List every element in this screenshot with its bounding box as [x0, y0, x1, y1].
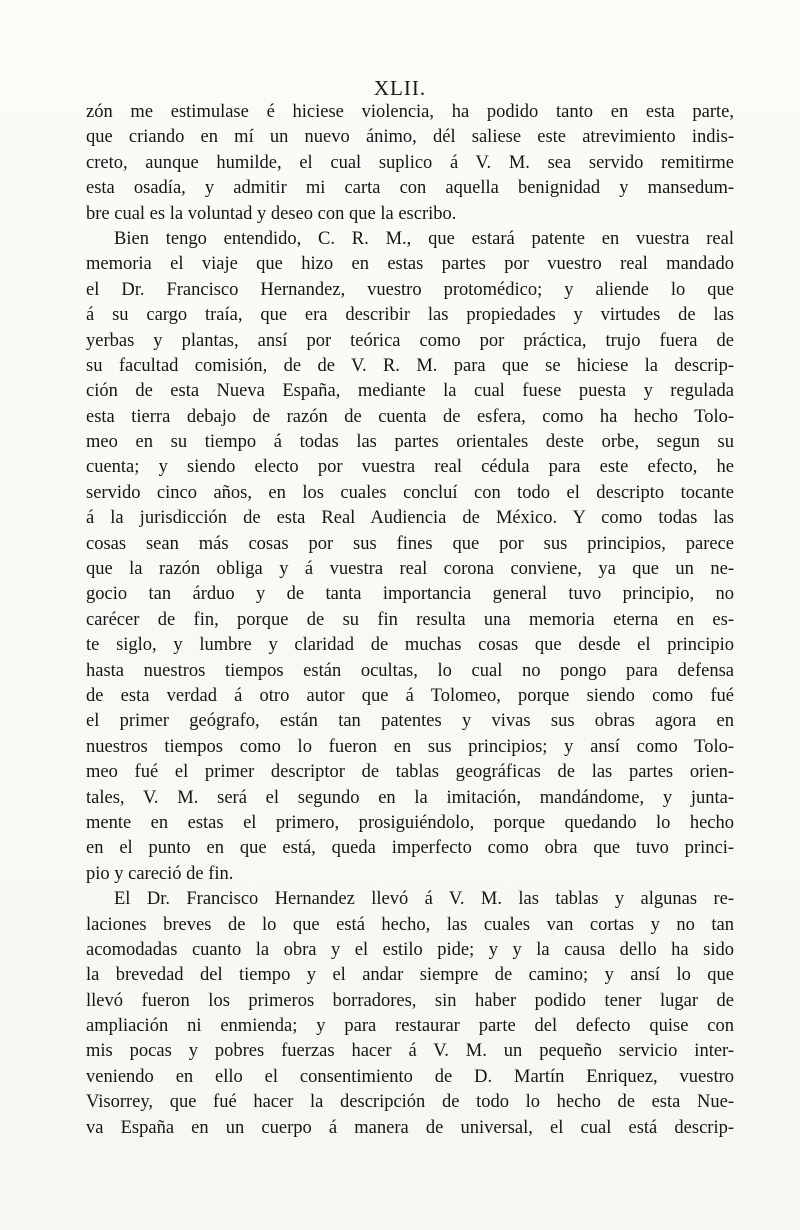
- text-line: su facultad comisión, de de V. R. M. para que se hiciese la descrip-: [86, 355, 734, 376]
- text-line: gocio tan árduo y de tanta importancia general tuvo principio, no: [86, 584, 734, 605]
- text-line: ción de esta Nueva España, mediante la cual fuese puesta y regulada: [86, 381, 734, 402]
- text-line: meo fué el primer descriptor de tablas geográficas de las partes orien-: [86, 762, 734, 783]
- text-line: mente en estas el primero, prosiguiéndolo, porque quedando lo hecho: [86, 812, 734, 833]
- text-line: nuestros tiempos como lo fueron en sus principios; y ansí como Tolo-: [86, 736, 734, 757]
- text-line: zón me estimulase é hiciese violencia, ha podido tanto en esta parte,: [86, 102, 734, 122]
- text-line: memoria el viaje que hizo en estas partes por vuestro real mandado: [86, 254, 734, 275]
- text-line: que la razón obliga y á vuestra real corona conviene, ya que un ne-: [86, 559, 734, 580]
- text-line: te siglo, y lumbre y claridad de muchas cosas que desde el principio: [86, 635, 734, 656]
- text-line: va España en un cuerpo á manera de universal, el cual está descrip-: [86, 1117, 734, 1138]
- text-line: la brevedad del tiempo y el andar siempre de camino; y ansí lo que: [86, 965, 734, 986]
- text-line: hasta nuestros tiempos están ocultas, lo cual no pongo para defensa: [86, 660, 734, 681]
- text-line: meo en su tiempo á todas las partes orientales deste orbe, segun su: [86, 432, 734, 453]
- text-line: servido cinco años, en los cuales concluí con todo el descripto tocante: [86, 482, 734, 503]
- text-line: el Dr. Francisco Hernandez, vuestro protomédico; y aliende lo que: [86, 279, 734, 300]
- text-line: mis pocas y pobres fuerzas hacer á V. M. un pequeño servicio inter-: [86, 1041, 734, 1062]
- text-line: yerbas y plantas, ansí por teórica como por práctica, trujo fuera de: [86, 330, 734, 351]
- text-line: esta osadía, y admitir mi carta con aquella benignidad y mansedum-: [86, 178, 734, 199]
- text-line: veniendo en ello el consentimiento de D. Martín Enriquez, vuestro: [86, 1066, 734, 1087]
- text-line: pio y careció de fin.: [86, 863, 234, 884]
- page-number-header: XLII.: [373, 76, 427, 100]
- text-line: laciones breves de lo que está hecho, las cuales van cortas y no tan: [86, 914, 734, 935]
- text-line: tales, V. M. será el segundo en la imitación, mandándome, y junta-: [86, 787, 734, 808]
- text-line: el primer geógrafo, están tan patentes y vivas sus obras agora en: [86, 711, 734, 732]
- text-line: de esta verdad á otro autor que á Tolomeo, porque siendo como fué: [86, 685, 734, 706]
- text-line: Visorrey, que fué hacer la descripción de todo lo hecho de esta Nue-: [86, 1092, 734, 1113]
- text-line: en el punto en que está, queda imperfecto como obra que tuvo princi-: [86, 838, 734, 859]
- text-line: El Dr. Francisco Hernandez llevó á V. M. las tablas y algunas re-: [114, 889, 734, 910]
- text-line: cuenta; y siendo electo por vuestra real cédula para este efecto, he: [86, 457, 734, 478]
- text-line: llevó fueron los primeros borradores, sin haber podido tener lugar de: [86, 990, 734, 1011]
- text-line: á la jurisdicción de esta Real Audiencia de México. Y como todas las: [86, 508, 734, 529]
- text-line: carécer de fin, porque de su fin resulta una memoria eterna en es-: [86, 609, 734, 630]
- text-line: creto, aunque humilde, el cual suplico á V. M. sea servido remitirme: [86, 152, 734, 173]
- text-line: á su cargo traía, que era describir las propiedades y virtudes de las: [86, 305, 734, 326]
- text-line: ampliación ni enmienda; y para restaurar parte del defecto quise con: [86, 1016, 734, 1037]
- body-text: [86, 100, 734, 1141]
- text-line: que criando en mí un nuevo ánimo, dél saliese este atrevimiento indis-: [86, 127, 734, 148]
- text-line: acomodadas cuanto la obra y el estilo pide; y y la causa dello ha sido: [86, 939, 734, 960]
- text-line: esta tierra debajo de razón de cuenta de esfera, como ha hecho Tolo-: [86, 406, 734, 427]
- text-line: bre cual es la voluntad y deseo con que la escribo.: [86, 203, 457, 224]
- text-line: cosas sean más cosas por sus fines que por sus principios, parece: [86, 533, 734, 554]
- text-line: Bien tengo entendido, C. R. M., que estará patente en vuestra real: [114, 228, 734, 249]
